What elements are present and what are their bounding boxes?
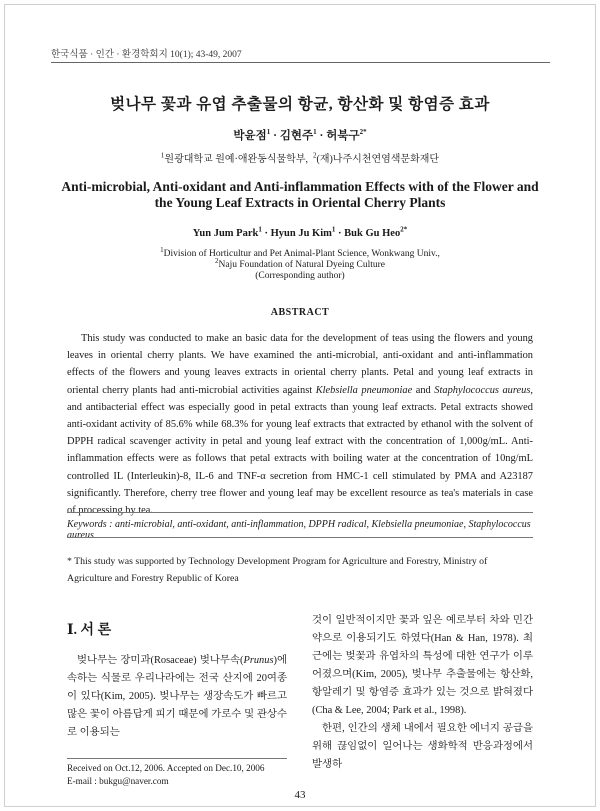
author-name: 김현주: [279, 130, 314, 142]
author-name: Hyun Ju Kim: [270, 228, 332, 239]
header-rule: [51, 62, 550, 63]
english-affil-line-3: (Corresponding author): [255, 271, 345, 281]
author-name: 박윤점: [233, 130, 267, 142]
affil-sup: 2: [312, 151, 317, 160]
author-separator: ·: [319, 130, 324, 142]
journal-reference: 한국식품 · 인간 · 환경학회지 10(1); 43-49, 2007: [51, 50, 242, 60]
funding-footnote: * This study was supported by Technology Development Program for Agriculture and Forestry, Ministry of Agriculture and Forestry Republic of Korea: [67, 556, 488, 584]
author-sup: 2*: [400, 225, 408, 234]
author-sup: 1: [331, 225, 336, 234]
intro-paragraph: 한편, 인간의 생체 내에서 필요한 에너지 공급을 위해 끊임없이 일어나는 생화학적 반응과정에서 발생하: [312, 723, 533, 770]
keywords-rule-bottom: [67, 537, 533, 538]
abstract-body: This study was conducted to make an basic data for the development of teas using the flowers and young leaves in oriental cherry plants. We have examined the anti-microbial, anti-oxidant and anti-inflammation effects of the flowers and young leaves extracts in oriental cherry plants. Petal and young leaf extracts in oriental cherry plants had anti-microbial activities against Klebsiella pneumoniae and Staphylococcus aureus, and antibacterial effect was especially good in petal extracts than young leaf extracts. Petal extracts showed anti-oxidant activity of 85.6% while 68.3% for young leaf extracts that extracted by ethanol with the solvent of DPPH radical scavenger activity in petal and young leaf extract with the concentration of 1,000g/mL. Anti-inflammation effects were as follows that petal extracts with boiling water at the concentration of 10ng/mL controlled IL (Interleukin)-8, IL-6 and TNF-α secretion from HMC-1 cell stimulated by PMA and A23187 significantly. Therefore, cherry tree flower and young leaf may be excellent resource as tea's materials in case of processing by tea.: [67, 333, 533, 517]
english-affil-line-1: $^1$Division of Horticultur and Pet Animal-Plant Science, Wonkwang Univ.,: [160, 245, 440, 259]
korean-authors: [0, 127, 600, 143]
english-title: Anti-microbial, Anti-oxidant and Anti-inflammation Effects with of the Flower and the Young Leaf Extracts in Oriental Cherry Plants: [61, 179, 539, 210]
author-separator: ·: [273, 130, 277, 142]
affil-sup: 1: [160, 151, 165, 160]
affil-sup: 2: [215, 256, 219, 265]
author-sup: 1: [313, 128, 317, 137]
species-name: Staphylococcus aureus: [434, 384, 531, 396]
author-name: Yun Jum Park: [192, 228, 259, 239]
affil-sup: 1: [160, 245, 164, 254]
author-separator: ·: [338, 228, 342, 239]
keywords-rule-top: [67, 512, 533, 513]
author-sup: 1: [266, 128, 271, 137]
received-rule: [67, 758, 287, 759]
korean-title: 벚나무 꽃과 유엽 추출물의 항균, 항산화 및 항염증 효과: [110, 96, 490, 113]
english-authors: [0, 225, 600, 239]
author-separator: ·: [264, 228, 268, 239]
english-affiliation: [0, 245, 600, 282]
intro-paragraph: 것이 일반적이지만 꽃과 잎은 예로부터 차와 민간약으로 이용되기도 하였다(Han & Han, 1978). 최근에는 벚꽃과 유엽차의 특성에 대한 연구가 이루어졌으며(Kim, 2005), 벚나무 추출물에는 항산화, 항알레기 및 항염증 효과가 있는 것으로 밝혀졌다(Cha & Lee, 2004; Park et al., 1998).: [312, 615, 533, 716]
author-sup: 1: [258, 225, 262, 234]
received-dates: Received on Oct.12, 2006. Accepted on Dec.10, 2006: [67, 763, 265, 773]
received-info: [67, 762, 292, 788]
intro-left-column: 벚나무는 장미과(Rosaceae) 벚나무속(Prunus)에 속하는 식물로 우리나라에는 전국 산지에 20여종이 있다(Kim, 2005). 벚나무는 생장속도가 빠르고 많은 꽃이 아름답게 피기 때문에 가로수 및 관상수로 이용되는: [67, 655, 287, 738]
abstract-heading: ABSTRACT: [270, 307, 330, 318]
affiliation-2: (재)나주시천연염색문화재단: [316, 154, 440, 165]
author-name: 허북구: [326, 130, 360, 142]
keywords: Keywords : anti-microbial, anti-oxidant, anti-inflammation, DPPH radical, Klebsiella pneumoniae, Staphylococcus aureus: [67, 519, 531, 541]
korean-affiliation: [0, 150, 600, 165]
genus-name: Prunus: [243, 655, 274, 666]
intro-right-column: [312, 612, 533, 774]
english-affil-line-2: $^2$Naju Foundation of Natural Dyeing Culture: [215, 256, 385, 270]
email-address: E-mail : bukgu@naver.com: [67, 776, 169, 786]
section-heading-introduction: Ⅰ. 서 론: [67, 623, 112, 638]
page-number: 43: [294, 789, 306, 801]
author-name: Buk Gu Heo: [344, 228, 401, 239]
author-sup: 2*: [359, 128, 367, 137]
species-name: Klebsiella pneumoniae: [315, 384, 413, 396]
affiliation-1: 원광대학교 원예·애완동식물학부,: [164, 154, 308, 165]
